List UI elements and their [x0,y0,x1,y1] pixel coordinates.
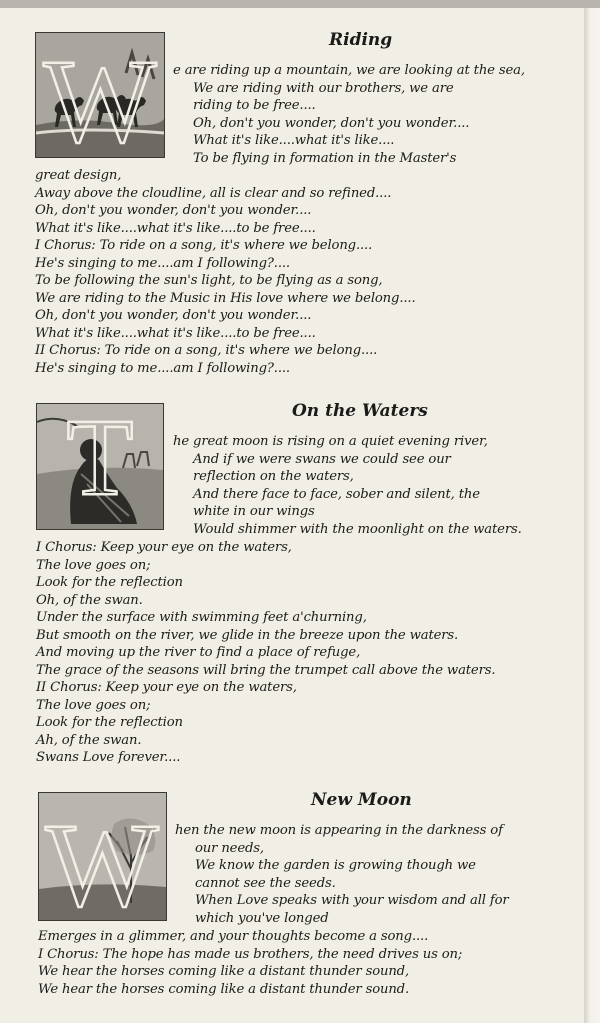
lyric-line: We hear the horses coming like a distant thunder sound. [38,981,410,997]
lyric-line: The grace of the seasons will bring the trumpet call above the waters. [36,662,496,678]
lyric-line: II Chorus: Keep your eye on the waters, [36,680,297,695]
lyric-line: And moving up the river to find a place of refuge, [36,645,361,660]
verse-body [38,928,462,998]
drop-cap-illustration [37,404,163,529]
lyric-line: Look for the reflection [36,715,183,730]
man-by-river-icon [36,403,164,530]
verse-intro [173,433,522,538]
top-shadow-band [0,0,600,8]
lyric-line: Emerges in a glimmer, and your thoughts become a song.... [38,929,429,944]
lyric-line: We are riding with our brothers, we are [193,80,454,96]
lyric-line: He's singing to me....am I following?.... [35,360,290,376]
lyric-line: But smooth on the river, we glide in the breeze upon the waters. [36,627,459,643]
lyric-line: And if we were swans we could see our [193,451,451,467]
lyric-line: reflection on the waters, [193,469,354,484]
lyric-line: II Chorus: To ride on a song, it's where we belong.... [35,343,378,358]
drop-cap-illustration [36,33,164,157]
lyric-line: And there face to face, sober and silent, the [193,486,480,502]
lyric-line: The love goes on; [36,697,151,713]
song-title: Riding [329,30,393,50]
lyric-line: e are riding up a mountain, we are looking at the sea, [173,63,525,78]
lyric-line: Under the surface with swimming feet a'churning, [36,610,367,625]
drop-cap-letter: W [45,798,159,920]
lyric-line: When Love speaks with your wisdom and all for [195,893,509,908]
verse-intro [175,822,509,927]
lyric-line: our needs, [195,840,264,856]
verse-body [36,539,495,767]
lyric-line: white in our wings [193,504,315,519]
lyric-line: which you've longed [195,910,329,926]
lyric-line: I Chorus: Keep your eye on the waters, [36,540,292,555]
lyric-line: Oh, don't you wonder, don't you wonder.... [35,308,312,323]
lyric-line: To be flying in formation in the Master's [193,150,457,166]
lyric-line: What it's like....what it's like....to be free.... [35,325,316,341]
lyric-line: We hear the horses coming like a distant thunder sound, [38,964,410,979]
verse-body [35,167,416,377]
drop-cap-letter: W [43,34,157,157]
lyric-line: Oh, don't you wonder, don't you wonder.... [35,203,312,218]
lyric-line: Swans Love forever.... [36,750,181,765]
lyric-line: The love goes on; [36,557,151,573]
lyric-line: What it's like....what it's like....to be free.... [35,220,316,236]
lyric-line: I Chorus: The hope has made us brothers, the need drives us on; [38,946,463,962]
lyric-line: We are riding to the Music in His love where we belong.... [35,290,416,306]
lyric-line: He's singing to me....am I following?.... [35,255,290,271]
lyric-line: cannot see the seeds. [195,875,336,891]
song-title: New Moon [311,790,412,810]
lyric-line: I Chorus: To ride on a song, it's where we belong.... [35,238,373,253]
lyric-line: To be following the sun's light, to be flying as a song, [35,273,383,288]
verse-intro [173,62,525,167]
page-edge [584,8,600,1023]
lyric-line: great design, [35,168,122,183]
bare-tree-icon [38,792,167,921]
lyric-line: Away above the cloudline, all is clear and so refined.... [35,185,392,201]
lyric-line: riding to be free.... [193,98,316,113]
horses-galloping-icon [35,32,165,158]
lyric-line: hen the new moon is appearing in the darkness of [175,823,503,838]
lyric-line: Oh, of the swan. [36,592,143,608]
lyric-line: Ah, of the swan. [36,732,142,748]
lyric-line: Would shimmer with the moonlight on the waters. [193,521,522,537]
lyric-line: Oh, don't you wonder, don't you wonder.... [193,115,470,131]
drop-cap-illustration [39,793,166,920]
lyric-line: he great moon is rising on a quiet evening river, [173,434,488,449]
song-title: On the Waters [292,401,428,421]
drop-cap-letter: T [66,404,134,518]
lyric-line: What it's like....what it's like.... [193,133,395,148]
lyric-line: Look for the reflection [36,575,183,590]
lyric-line: We know the garden is growing though we [195,858,476,873]
